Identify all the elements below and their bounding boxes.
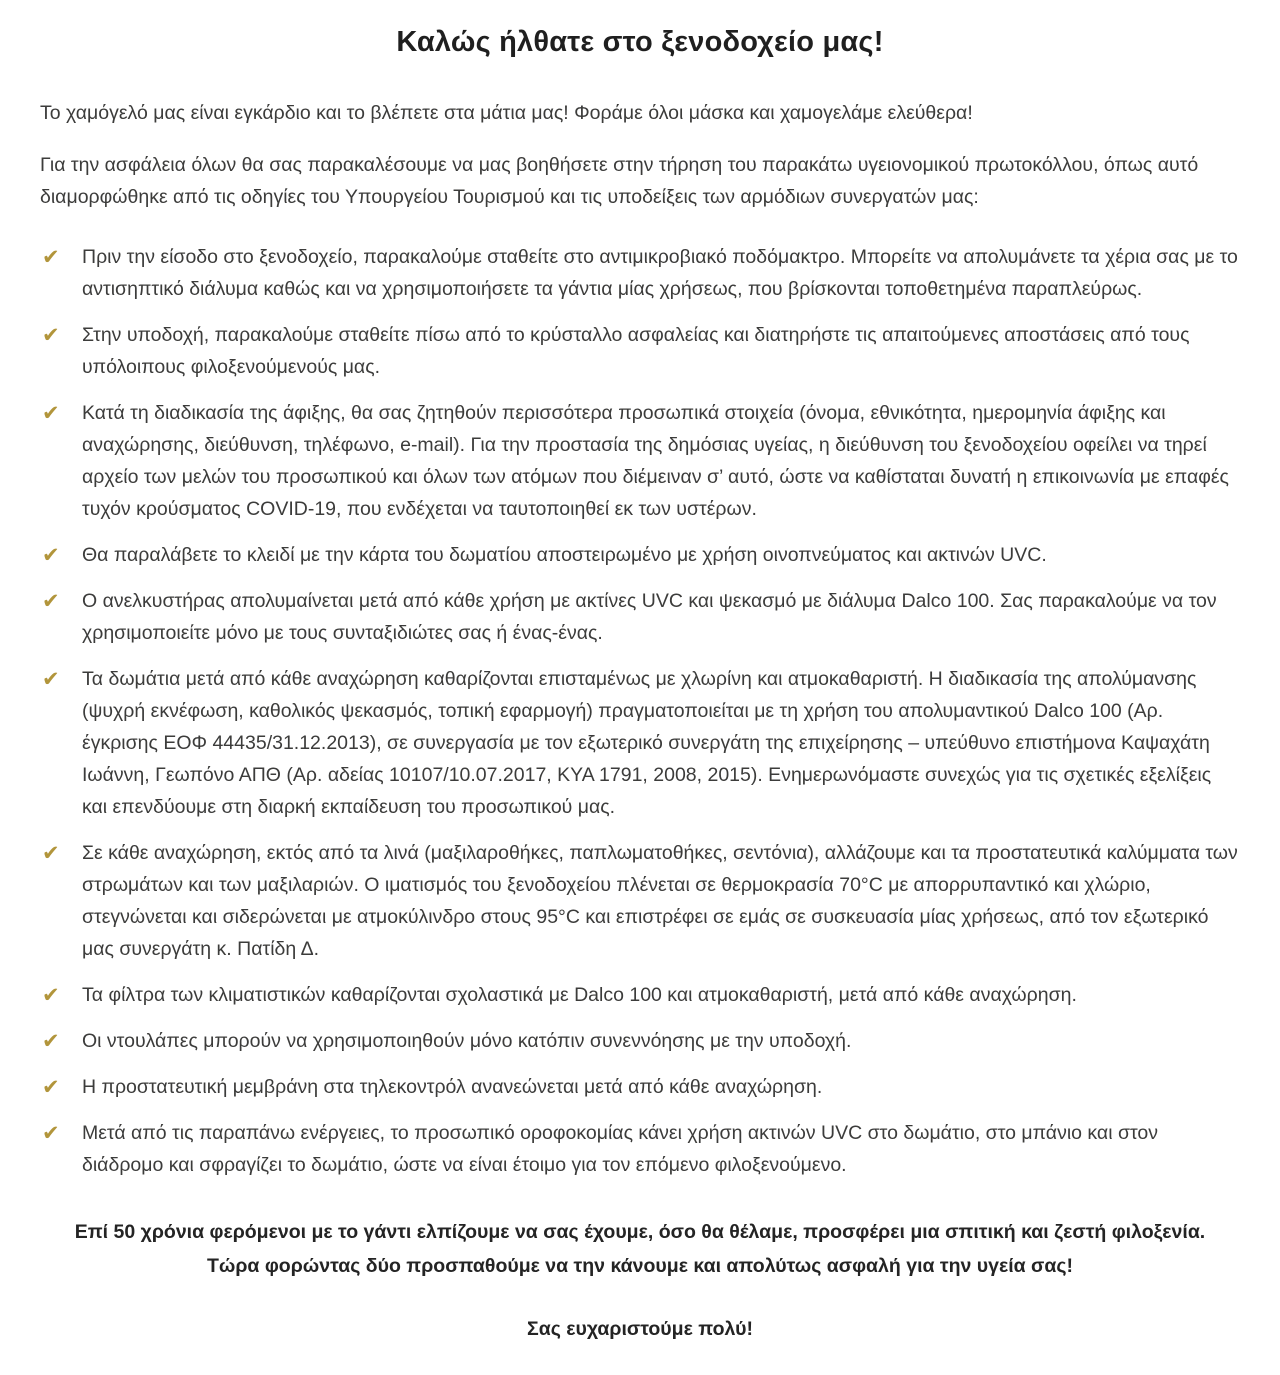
checklist-item-text: Κατά τη διαδικασία της άφιξης, θα σας ζητηθούν περισσότερα προσωπικά στοιχεία (όνομα, εθνικότητα, ημερομηνία άφιξης και αναχώρησης, διεύθυνση, τηλέφωνο, e-mail). Για την προστασία της δημόσιας υγείας, η διεύθυνση του ξενοδοχείου οφείλει να τηρεί αρχείο των μελών του προσωπικού και όλων των ατόμων που διέμειναν σ’ αυτό, ώστε να καθίσταται δυνατή η επικοινωνία με επαφές τυχόν κρούσματος COVID-19, που ενδέχεται να ταυτοποιηθεί εκ των υστέρων. <box>82 402 1229 520</box>
check-icon: ✔ <box>42 1029 60 1053</box>
check-icon: ✔ <box>42 1121 60 1145</box>
check-icon: ✔ <box>42 543 60 567</box>
checklist-item <box>40 1025 1240 1057</box>
checklist-item-text: Σε κάθε αναχώρηση, εκτός από τα λινά (μαξιλαροθήκες, παπλωματοθήκες, σεντόνια), αλλάζουμε και τα προστατευτικά καλύμματα των στρωμάτων και των μαξιλαριών. Ο ιματισμός του ξενοδοχείου πλένεται σε θερμοκρασία 70°C με απορρυπαντικό και χλώριο, στεγνώνεται και σιδερώνεται με ατμοκύλινδρο στους 95°C και επιστρέφει σε εμάς σε συσκευασία μίας χρήσεως, από τον εξωτερικό μας συνεργάτη κ. Πατίδη Δ. <box>82 842 1238 960</box>
checklist-item <box>40 979 1240 1011</box>
check-icon: ✔ <box>42 1075 60 1099</box>
check-icon: ✔ <box>42 323 60 347</box>
check-icon: ✔ <box>42 401 60 425</box>
closing-statement: Επί 50 χρόνια φερόμενοι με το γάντι ελπίζουμε να σας έχουμε, όσο θα θέλαμε, προσφέρει μια σπιτική και ζεστή φιλοξενία. Τώρα φορώντας δύο προσπαθούμε να την κάνουμε και απολύτως ασφαλή για την υγεία σας! <box>74 1221 1206 1277</box>
checklist-item <box>40 1117 1240 1181</box>
check-icon: ✔ <box>42 983 60 1007</box>
checklist-item <box>40 663 1240 823</box>
checklist-item <box>40 319 1240 383</box>
thank-you-statement: Σας ευχαριστούμε πολύ! <box>527 1318 753 1340</box>
checklist-item <box>40 539 1240 571</box>
checklist-item-text: Πριν την είσοδο στο ξενοδοχείο, παρακαλούμε σταθείτε στο αντιμικροβιακό ποδόμακτρο. Μπορείτε να απολυμάνετε τα χέρια σας με το αντισηπτικό διάλυμα καθώς και να χρησιμοποιήσετε τα γάντια μίας χρήσεως, που βρίσκονται τοποθετημένα παραπλεύρως. <box>82 246 1238 300</box>
checklist-item <box>40 837 1240 965</box>
checklist-item <box>40 1071 1240 1103</box>
checklist-item <box>40 397 1240 525</box>
checklist-item <box>40 585 1240 649</box>
checklist-item-text: Στην υποδοχή, παρακαλούμε σταθείτε πίσω από το κρύσταλλο ασφαλείας και διατηρήστε τις απαιτούμενες αποστάσεις από τους υπόλοιπους φιλοξενούμενούς μας. <box>82 324 1190 378</box>
page-title: Καλώς ήλθατε στο ξενοδοχείο μας! <box>396 26 884 58</box>
protocol-checklist <box>40 241 1240 1181</box>
checklist-item-text: Μετά από τις παραπάνω ενέργειες, το προσωπικό οροφοκομίας κάνει χρήση ακτινών UVC στο δωμάτιο, στο μπάνιο και στον διάδρομο και σφραγίζει το δωμάτιο, ώστε να είναι έτοιμο για τον επόμενο φιλοξενούμενο. <box>82 1122 1159 1176</box>
intro-paragraph-smile: Το χαμόγελό μας είναι εγκάρδιο και το βλέπετε στα μάτια μας! Φοράμε όλοι μάσκα και χαμογελάμε ελεύθερα! <box>40 102 973 124</box>
checklist-item-text: Τα δωμάτια μετά από κάθε αναχώρηση καθαρίζονται επισταμένως με χλωρίνη και ατμοκαθαριστή. Η διαδικασία της απολύμανσης (ψυχρή εκνέφωση, καθολικός ψεκασμός, τοπική εφαρμογή) πραγματοποιείται με τη χρήση του απολυμαντικού Dalco 100 (Αρ. έγκρισης ΕΟΦ 44435/31.12.2013), σε συνεργασία με τον εξωτερικό συνεργάτη της επιχείρησης – υπεύθυνο επιστήμονα Καψαχάτη Ιωάννη, Γεωπόνο ΑΠΘ (Αρ. αδείας 10107/10.07.2017, ΚΥΑ 1791, 2008, 2015). Ενημερωνόμαστε συνεχώς για τις σχετικές εξελίξεις και επενδύουμε στη διαρκή εκπαίδευση του προσωπικού μας. <box>82 668 1212 818</box>
check-icon: ✔ <box>42 667 60 691</box>
checklist-item-text: Η προστατευτική μεμβράνη στα τηλεκοντρόλ ανανεώνεται μετά από κάθε αναχώρηση. <box>82 1076 823 1098</box>
checklist-item-text: Ο ανελκυστήρας απολυμαίνεται μετά από κάθε χρήση με ακτίνες UVC και ψεκασμό με διάλυμα Dalco 100. Σας παρακαλούμε να τον χρησιμοποιείτε μόνο με τους συνταξιδιώτες σας ή ένας-ένας. <box>82 590 1217 644</box>
checklist-item-text: Τα φίλτρα των κλιματιστικών καθαρίζονται σχολαστικά με Dalco 100 και ατμοκαθαριστή, μετά από κάθε αναχώρηση. <box>82 984 1077 1006</box>
checklist-item <box>40 241 1240 305</box>
check-icon: ✔ <box>42 841 60 865</box>
checklist-item-text: Οι ντουλάπες μπορούν να χρησιμοποιηθούν μόνο κατόπιν συνεννόησης με την υποδοχή. <box>82 1030 852 1052</box>
check-icon: ✔ <box>42 245 60 269</box>
check-icon: ✔ <box>42 589 60 613</box>
checklist-item-text: Θα παραλάβετε το κλειδί με την κάρτα του δωματίου αποστειρωμένο με χρήση οινοπνεύματος και ακτινών UVC. <box>82 544 1047 566</box>
intro-paragraph-protocol: Για την ασφάλεια όλων θα σας παρακαλέσουμε να μας βοηθήσετε στην τήρηση του παρακάτω υγειονομικού πρωτοκόλλου, όπως αυτό διαμορφώθηκε από τις οδηγίες του Υπουργείου Τουρισμού και τις υποδείξεις των αρμόδιων συνεργατών μας: <box>40 154 1199 208</box>
